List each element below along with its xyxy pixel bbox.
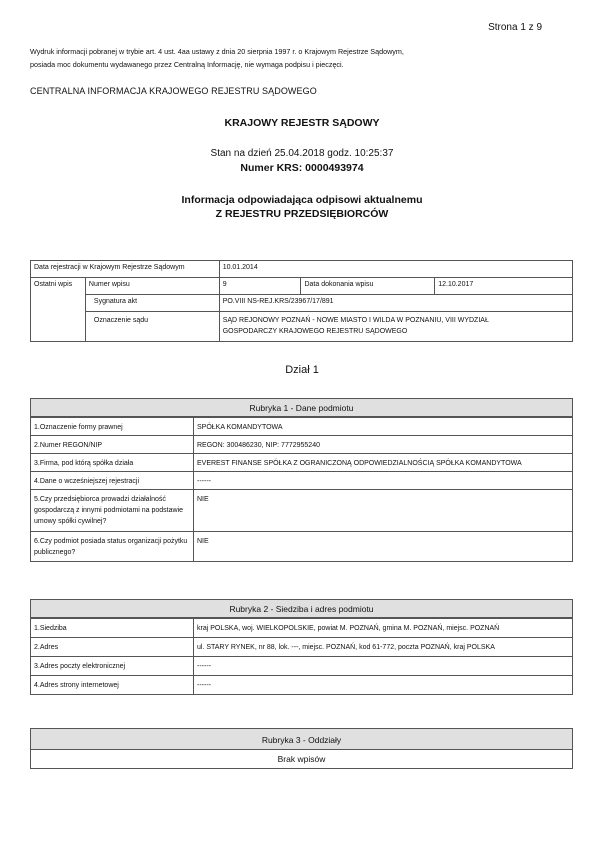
table-row <box>31 657 573 676</box>
row-value: REGON: 300486230, NIP: 7772955240 <box>194 436 573 454</box>
court-label: Oznaczenie sądu <box>85 312 219 342</box>
row-label: 1.Siedziba <box>31 619 194 638</box>
rubryka-1-title: Rubryka 1 - Dane podmiotu <box>30 398 573 417</box>
row-label: 5.Czy przedsiębiorca prowadzi działalność gospodarczą z innymi podmiotami na podstawie umowy spółki cywilnej? <box>31 490 194 532</box>
section-title: Dział 1 <box>285 364 319 376</box>
row-value: ------ <box>194 657 573 676</box>
krs-number: Numer KRS: 0000493974 <box>240 162 364 174</box>
registration-table <box>30 260 573 342</box>
last-entry-label: Ostatni wpis <box>31 278 86 342</box>
legal-notice-line: Wydruk informacji pobranej w trybie art. 4 ust. 4aa ustawy z dnia 20 sierpnia 1997 r. o Krajowym Rejestrze Sądowym, <box>30 47 404 56</box>
institution-name: CENTRALNA INFORMACJA KRAJOWEGO REJESTRU SĄDOWEGO <box>30 86 317 96</box>
court-value <box>219 312 572 342</box>
row-value: SPÓŁKA KOMANDYTOWA <box>194 418 573 436</box>
state-date: Stan na dzień 25.04.2018 godz. 10:25:37 <box>210 148 394 159</box>
row-value: ------ <box>194 676 573 695</box>
signature-label: Sygnatura akt <box>85 295 219 312</box>
table-row <box>31 436 573 454</box>
row-value: NIE <box>194 490 573 532</box>
table-row <box>31 638 573 657</box>
rubryka-2-title: Rubryka 2 - Siedziba i adres podmiotu <box>30 599 573 618</box>
table-row <box>31 278 573 295</box>
rubryka-3-title: Rubryka 3 - Oddziały <box>30 728 573 750</box>
table-row <box>31 619 573 638</box>
legal-notice <box>30 45 570 71</box>
court-value-line: SĄD REJONOWY POZNAŃ - NOWE MIASTO I WILDA W POZNANIU, VIII WYDZIAŁ <box>222 317 489 324</box>
row-label: 3.Firma, pod którą spółka działa <box>31 454 194 472</box>
rubryka-1 <box>30 398 573 562</box>
row-value: EVEREST FINANSE SPÓŁKA Z OGRANICZONĄ ODPOWIEDZIALNOŚCIĄ SPÓŁKA KOMANDYTOWA <box>194 454 573 472</box>
rubryka-1-table <box>30 417 573 562</box>
row-label: 4.Dane o wcześniejszej rejestracji <box>31 472 194 490</box>
registration-date-label: Data rejestracji w Krajowym Rejestrze Sądowym <box>31 261 220 278</box>
row-label: 4.Adres strony internetowej <box>31 676 194 695</box>
row-value: ------ <box>194 472 573 490</box>
row-value: kraj POLSKA, woj. WIELKOPOLSKIE, powiat M. POZNAŃ, gmina M. POZNAŃ, miejsc. POZNAŃ <box>194 619 573 638</box>
no-entries-text: Brak wpisów <box>30 750 573 769</box>
row-label: 2.Adres <box>31 638 194 657</box>
signature-value: PO.VIII NS-REJ.KRS/23967/17/891 <box>219 295 572 312</box>
entry-number-label: Numer wpisu <box>85 278 219 295</box>
row-label: 6.Czy podmiot posiada status organizacji pożytku publicznego? <box>31 532 194 562</box>
table-row <box>31 418 573 436</box>
legal-notice-line: posiada moc dokumentu wydawanego przez Centralną Informację, nie wymaga podpisu i pieczęci. <box>30 60 344 69</box>
entry-number-value: 9 <box>219 278 301 295</box>
registration-date-value: 10.01.2014 <box>219 261 572 278</box>
document-subtitle: Z REJESTRU PRZEDSIĘBIORCÓW <box>215 208 389 220</box>
row-value: NIE <box>194 532 573 562</box>
document-title: Informacja odpowiadająca odpisowi aktualnemu <box>181 194 423 206</box>
table-row <box>31 261 573 278</box>
court-value-line: GOSPODARCZY KRAJOWEGO REJESTRU SĄDOWEGO <box>222 328 408 335</box>
table-row <box>31 295 573 312</box>
row-value: ul. STARY RYNEK, nr 88, lok. ---, miejsc. POZNAŃ, kod 61-772, poczta POZNAŃ, kraj POLSKA <box>194 638 573 657</box>
rubryka-3 <box>30 728 573 769</box>
table-row <box>31 676 573 695</box>
table-row <box>31 472 573 490</box>
row-label: 1.Oznaczenie formy prawnej <box>31 418 194 436</box>
entry-date-label: Data dokonania wpisu <box>301 278 435 295</box>
page-number: Strona 1 z 9 <box>488 22 542 33</box>
rubryka-2-table <box>30 618 573 695</box>
rubryka-2 <box>30 599 573 695</box>
table-row <box>31 454 573 472</box>
row-label: 3.Adres poczty elektronicznej <box>31 657 194 676</box>
entry-date-value: 12.10.2017 <box>435 278 573 295</box>
table-row <box>31 312 573 342</box>
table-row <box>31 490 573 532</box>
table-row <box>31 532 573 562</box>
registry-title: KRAJOWY REJESTR SĄDOWY <box>224 117 380 129</box>
row-label: 2.Numer REGON/NIP <box>31 436 194 454</box>
